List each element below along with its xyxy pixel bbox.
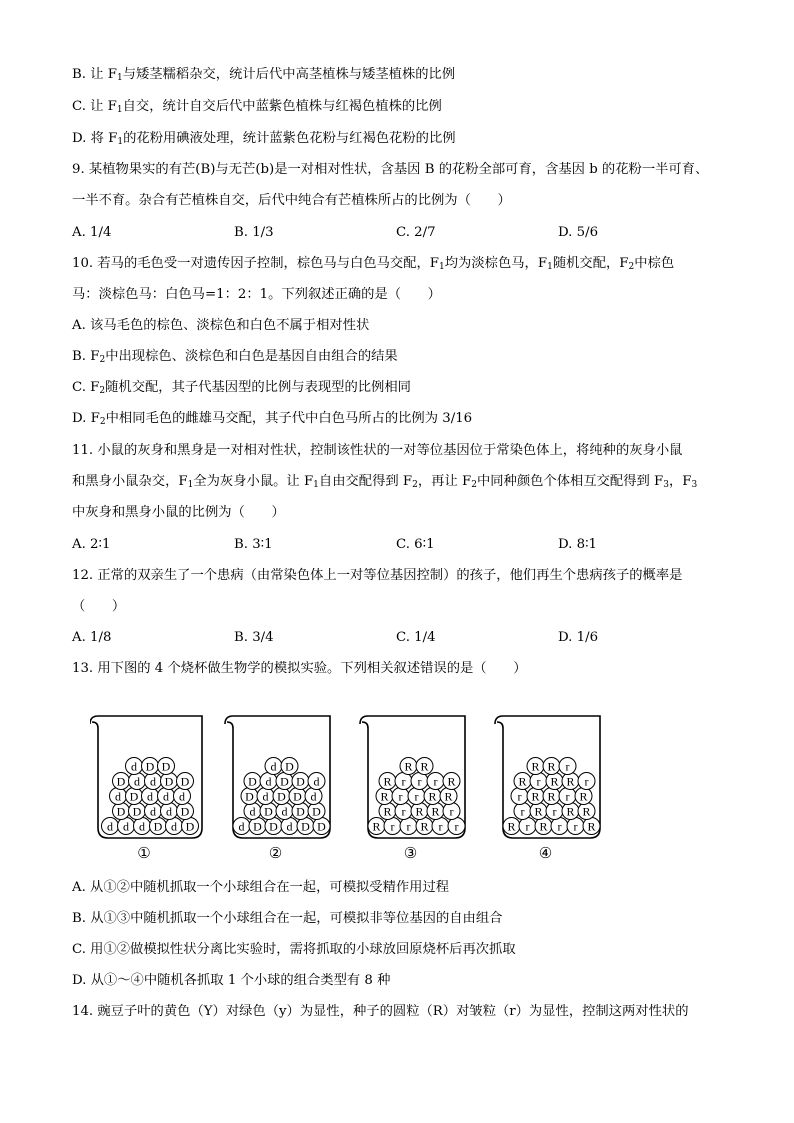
ball-label: D <box>116 804 126 819</box>
ball-label: R <box>547 789 556 804</box>
ball-label: D <box>296 774 305 789</box>
q11-option-d: D. 8∶1 <box>558 537 598 552</box>
beakers-figure <box>90 710 620 865</box>
beaker-label: ② <box>268 844 283 862</box>
ball-label: r <box>401 804 406 819</box>
ball-label: r <box>454 819 459 834</box>
ball-label: R <box>507 819 516 834</box>
q10-option-a: A. 该马毛色的棕色、淡棕色和白色不属于相对性状 <box>72 318 370 333</box>
q9-stem-line1: 9. 某植物果实的有芒(B)与无芒(b)是一对相对性状，含基因 B 的花粉全部可育，含基因 b 的花粉一半可育、 <box>72 162 709 177</box>
ball-label: r <box>565 759 570 774</box>
ball-label: R <box>531 789 540 804</box>
ball-label: d <box>134 774 140 789</box>
ball-label: R <box>587 819 596 834</box>
ball-label: R <box>383 774 392 789</box>
ball-label: D <box>293 789 302 804</box>
ball-label: r <box>552 804 557 819</box>
ball-label: d <box>313 774 320 789</box>
ball-label: d <box>147 789 153 804</box>
ball-label: d <box>115 789 121 804</box>
ball-label: d <box>107 819 113 834</box>
q9-option-d: D. 5/6 <box>558 225 599 240</box>
q11-option-a: A. 2∶1 <box>72 537 111 552</box>
ball-label: D <box>312 804 321 819</box>
beaker-label: ① <box>137 844 151 862</box>
beaker-3 <box>360 716 465 862</box>
ball-label: R <box>566 774 575 789</box>
q12-stem-line2: （ ） <box>72 599 126 614</box>
beaker-2 <box>225 716 330 862</box>
ball-label: D <box>180 804 190 819</box>
ball-label: r <box>406 819 411 834</box>
ball-label: D <box>277 789 286 804</box>
ball-label: D <box>285 759 294 774</box>
ball-label: D <box>280 774 289 789</box>
ball-label: d <box>270 759 277 774</box>
ball-label: R <box>547 759 556 774</box>
ball-label: D <box>245 789 254 804</box>
ball-label: D <box>264 804 273 819</box>
ball-label: d <box>310 789 317 804</box>
q12-option-b: B. 3/4 <box>234 630 274 645</box>
q8-option-b: B. 让 $F_1$与矮茎糯稻杂交，统计后代中高茎植株与矮茎植株的比例 <box>72 67 456 83</box>
ball-label: R <box>582 804 591 819</box>
ball-label: D <box>301 819 310 834</box>
ball-label: D <box>180 774 190 789</box>
q13-option-c: C. 用①②做模拟性状分离比实验时，需将抓取的小球放回原烧杯后再次抓取 <box>72 942 516 957</box>
ball-label: R <box>566 804 575 819</box>
ball-label: D <box>253 819 262 834</box>
ball-label: D <box>248 774 257 789</box>
q10-option-d: D. $F_2$中相同毛色的雌雄马交配，其子代中白色马所占的比例为 3/16 <box>72 411 473 427</box>
ball-label: D <box>161 759 171 774</box>
ball-label: r <box>536 774 541 789</box>
q9-option-a: A. 1/4 <box>72 225 112 240</box>
ball-label: d <box>163 789 169 804</box>
q12-stem-line1: 12. 正常的双亲生了一个患病（由常染色体上一对等位基因控制）的孩子，他们再生个患病孩子的概率是 <box>72 568 683 583</box>
q10-stem-line2: 马：淡棕色马：白色马=1：2：1。下列叙述正确的是（ ） <box>72 287 441 302</box>
ball-label: R <box>383 804 392 819</box>
ball-label: d <box>179 789 185 804</box>
q12-option-a: A. 1/8 <box>72 630 112 645</box>
ball-label: D <box>145 759 155 774</box>
ball-label: r <box>449 804 454 819</box>
ball-label: D <box>129 789 139 804</box>
ball-label: R <box>531 759 540 774</box>
ball-label: R <box>534 804 543 819</box>
beaker-label: ④ <box>538 844 553 862</box>
ball-label: d <box>166 804 172 819</box>
q10-stem-line1: 10. 若马的毛色受一对遗传因子控制，棕色马与白色马交配，$F_1$均为淡棕色马，$F_1$随机交配，$F_2$中棕色 <box>72 256 675 272</box>
ball-label: R <box>372 819 381 834</box>
ball-label: d <box>123 819 129 834</box>
ball-label: R <box>539 819 548 834</box>
beaker-4 <box>495 716 600 862</box>
q8-option-c: C. 让 $F_1$自交，统计自交后代中蓝紫色植株与红褐色植株的比例 <box>72 99 442 115</box>
q11-option-c: C. 6∶1 <box>396 537 435 552</box>
ball-label: d <box>171 819 177 834</box>
q13-option-a: A. 从①②中随机抓取一个小球组合在一起，可模拟受精作用过程 <box>72 880 450 895</box>
q11-stem-line2: 和黑身小鼠杂交，$F_1$全为灰身小鼠。让 $F_1$自由交配得到 $F_2$，再让 $F_2$中同种颜色个体相互交配得到 $F_3$，$F_3$ <box>72 474 698 490</box>
ball-label: R <box>420 819 429 834</box>
q10-option-b: B. $F_2$中出现棕色、淡棕色和白色是基因自由组合的结果 <box>72 349 398 365</box>
ball-label: D <box>185 819 195 834</box>
ball-label: R <box>431 804 440 819</box>
q13-stem: 13. 用下图的 4 个烧杯做生物学的模拟实验。下列相关叙述错误的是（ ） <box>72 661 527 676</box>
ball-label: r <box>433 774 438 789</box>
q12-option-c: C. 1/4 <box>396 630 436 645</box>
q11-option-b: B. 3∶1 <box>234 537 273 552</box>
q9-option-b: B. 1/3 <box>234 225 274 240</box>
q13-option-d: D. 从①～④中随机各抓取 1 个小球的组合类型有 8 种 <box>72 973 391 988</box>
ball-label: R <box>447 774 456 789</box>
ball-label: r <box>401 774 406 789</box>
q8-option-d: D. 将 $F_1$的花粉用碘液处理，统计蓝紫色花粉与红褐色花粉的比例 <box>72 131 456 147</box>
ball-label: R <box>550 774 559 789</box>
ball-label: D <box>269 819 278 834</box>
ball-label: D <box>164 774 174 789</box>
ball-label: r <box>414 789 419 804</box>
ball-label: R <box>518 774 527 789</box>
ball-label: r <box>390 819 395 834</box>
beaker-1 <box>90 716 202 862</box>
ball-label: d <box>249 804 256 819</box>
ball-label: D <box>317 819 326 834</box>
ball-label: R <box>404 759 413 774</box>
q11-stem-line1: 11. 小鼠的灰身和黑身是一对相对性状，控制该性状的一对等位基因位于常染色体上，将纯种的灰身小鼠 <box>72 443 683 458</box>
q9-option-c: C. 2/7 <box>396 225 436 240</box>
ball-label: d <box>150 774 156 789</box>
q12-option-d: D. 1/6 <box>558 630 599 645</box>
ball-label: d <box>238 819 245 834</box>
ball-label: R <box>415 804 424 819</box>
ball-label: R <box>420 759 429 774</box>
ball-label: d <box>286 819 293 834</box>
q9-stem-line2: 一半不育。杂合有芒植株自交，后代中纯合有芒植株所占的比例为（ ） <box>72 193 511 208</box>
ball-label: d <box>281 804 288 819</box>
q11-stem-line3: 中灰身和黑身小鼠的比例为（ ） <box>72 505 285 520</box>
ball-label: r <box>520 804 525 819</box>
beaker-label: ③ <box>403 844 418 862</box>
ball-label: R <box>380 789 389 804</box>
ball-label: r <box>573 819 578 834</box>
ball-label: r <box>565 789 570 804</box>
ball-label: D <box>132 804 142 819</box>
ball-label: d <box>139 819 145 834</box>
ball-label: R <box>579 789 588 804</box>
q10-option-c: C. $F_2$随机交配，其子代基因型的比例与表现型的比例相同 <box>72 380 411 396</box>
ball-label: d <box>262 789 269 804</box>
ball-label: r <box>438 819 443 834</box>
ball-label: R <box>428 789 437 804</box>
ball-label: D <box>116 774 126 789</box>
q14-stem-line1: 14. 豌豆子叶的黄色（Y）对绿色（y）为显性，种子的圆粒（R）对皱粒（r）为显性，控制这两对性状的 <box>72 1004 689 1019</box>
ball-label: r <box>517 789 522 804</box>
ball-label: r <box>584 774 589 789</box>
ball-label: D <box>153 819 163 834</box>
q13-option-b: B. 从①③中随机抓取一个小球组合在一起，可模拟非等位基因的自由组合 <box>72 911 503 926</box>
ball-label: d <box>265 774 272 789</box>
ball-label: d <box>150 804 156 819</box>
ball-label: r <box>417 774 422 789</box>
ball-label: r <box>525 819 530 834</box>
ball-label: d <box>131 759 137 774</box>
ball-label: r <box>557 819 562 834</box>
ball-label: R <box>444 789 453 804</box>
ball-label: r <box>398 789 403 804</box>
ball-label: D <box>296 804 305 819</box>
